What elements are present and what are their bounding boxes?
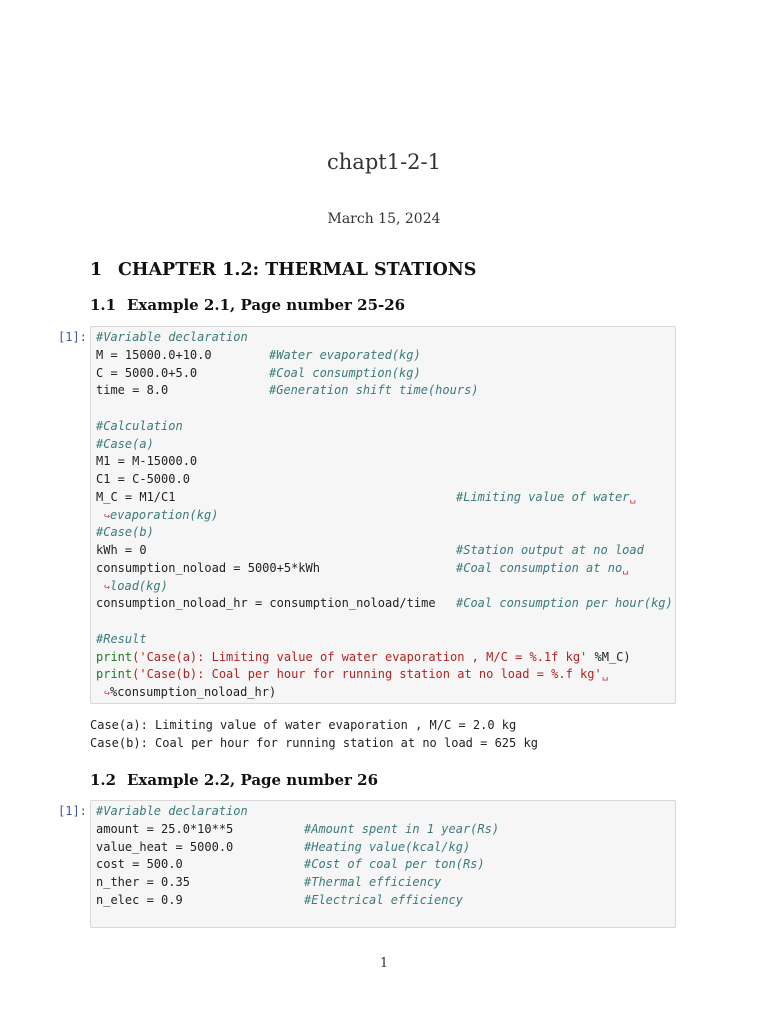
output-line: Case(b): Coal per hour for running station at no load = 625 kg [90, 735, 538, 750]
section-number: 1.1 [90, 296, 117, 314]
code-line: ↪%consumption_noload_hr) [104, 685, 277, 699]
cell-prompt: [1]: [58, 330, 87, 344]
code-line: #Variable declaration [96, 804, 248, 818]
code-cell-1[interactable] [90, 326, 676, 704]
code-line: M1 = M-15000.0 [96, 454, 198, 469]
code-line: n_elec = 0.9 #Electrical efficiency [96, 892, 463, 907]
section-heading-1-1 [90, 296, 405, 314]
code-line: cost = 500.0 #Cost of coal per ton(Rs) [96, 857, 485, 872]
code-line: n_ther = 0.35 #Thermal efficiency [96, 875, 442, 889]
wrap-marker-icon: ␣ [601, 668, 609, 682]
section-number: 1.2 [90, 771, 117, 789]
page-number: 1 [379, 956, 389, 971]
code-line: consumption_noload = 5000+5*kWh #Coal consumption at no␣ [96, 560, 629, 575]
code-line: kWh = 0 #Station output at no load [96, 543, 644, 557]
chapter-heading [90, 260, 476, 280]
wrap-marker-icon: ␣ [629, 490, 637, 504]
code-line: M = 15000.0+10.0 #Water evaporated(kg) [96, 347, 421, 362]
chapter-number: 1 [90, 260, 103, 280]
cell-output-1 [90, 717, 538, 753]
code-line: consumption_noload_hr = consumption_noload/time #Coal consumption per hour(kg) [96, 596, 673, 611]
code-line: #Case(a) [96, 436, 154, 451]
code-line: ↪load(kg) [104, 578, 168, 593]
output-line: Case(a): Limiting value of water evaporation , M/C = 2.0 kg [90, 718, 517, 732]
code-line: ↪evaporation(kg) [104, 507, 219, 522]
code-line: M_C = M1/C1 #Limiting value of water␣ [96, 489, 637, 504]
code-line: C = 5000.0+5.0 #Coal consumption(kg) [96, 365, 421, 380]
code-line: print('Case(a): Limiting value of water evaporation , M/C = %.1f kg' %M_C) [96, 649, 631, 664]
code-line: value_heat = 5000.0 #Heating value(kcal/kg) [96, 839, 471, 854]
code-line: amount = 25.0*10**5 #Amount spent in 1 year(Rs) [96, 821, 500, 836]
chapter-title: CHAPTER 1.2: THERMAL STATIONS [118, 260, 477, 280]
continuation-arrow-icon: ↪ [104, 688, 111, 699]
code-line-blank [96, 613, 675, 631]
section-heading-1-2 [90, 771, 378, 789]
code-cell-2[interactable] [90, 800, 676, 928]
code-line: #Calculation [96, 418, 183, 433]
code-line: #Case(b) [96, 525, 154, 540]
section-title: Example 2.2, Page number 26 [127, 771, 379, 789]
wrap-marker-icon: ␣ [622, 561, 629, 575]
continuation-arrow-icon: ↪ [104, 581, 111, 593]
document-date: March 15, 2024 [327, 211, 441, 227]
code-line: #Variable declaration [96, 330, 248, 344]
code-line-blank [96, 400, 675, 418]
code-line: C1 = C-5000.0 [96, 472, 190, 486]
cell-prompt: [1]: [58, 804, 87, 818]
section-title: Example 2.1, Page number 25-26 [127, 296, 406, 314]
document-title: chapt1-2-1 [327, 150, 441, 174]
code-line: #Result [96, 631, 147, 646]
continuation-arrow-icon: ↪ [104, 510, 111, 522]
code-line: time = 8.0 #Generation shift time(hours) [96, 383, 479, 398]
code-line: print('Case(b): Coal per hour for running station at no load = %.f kg'␣ [96, 667, 609, 682]
